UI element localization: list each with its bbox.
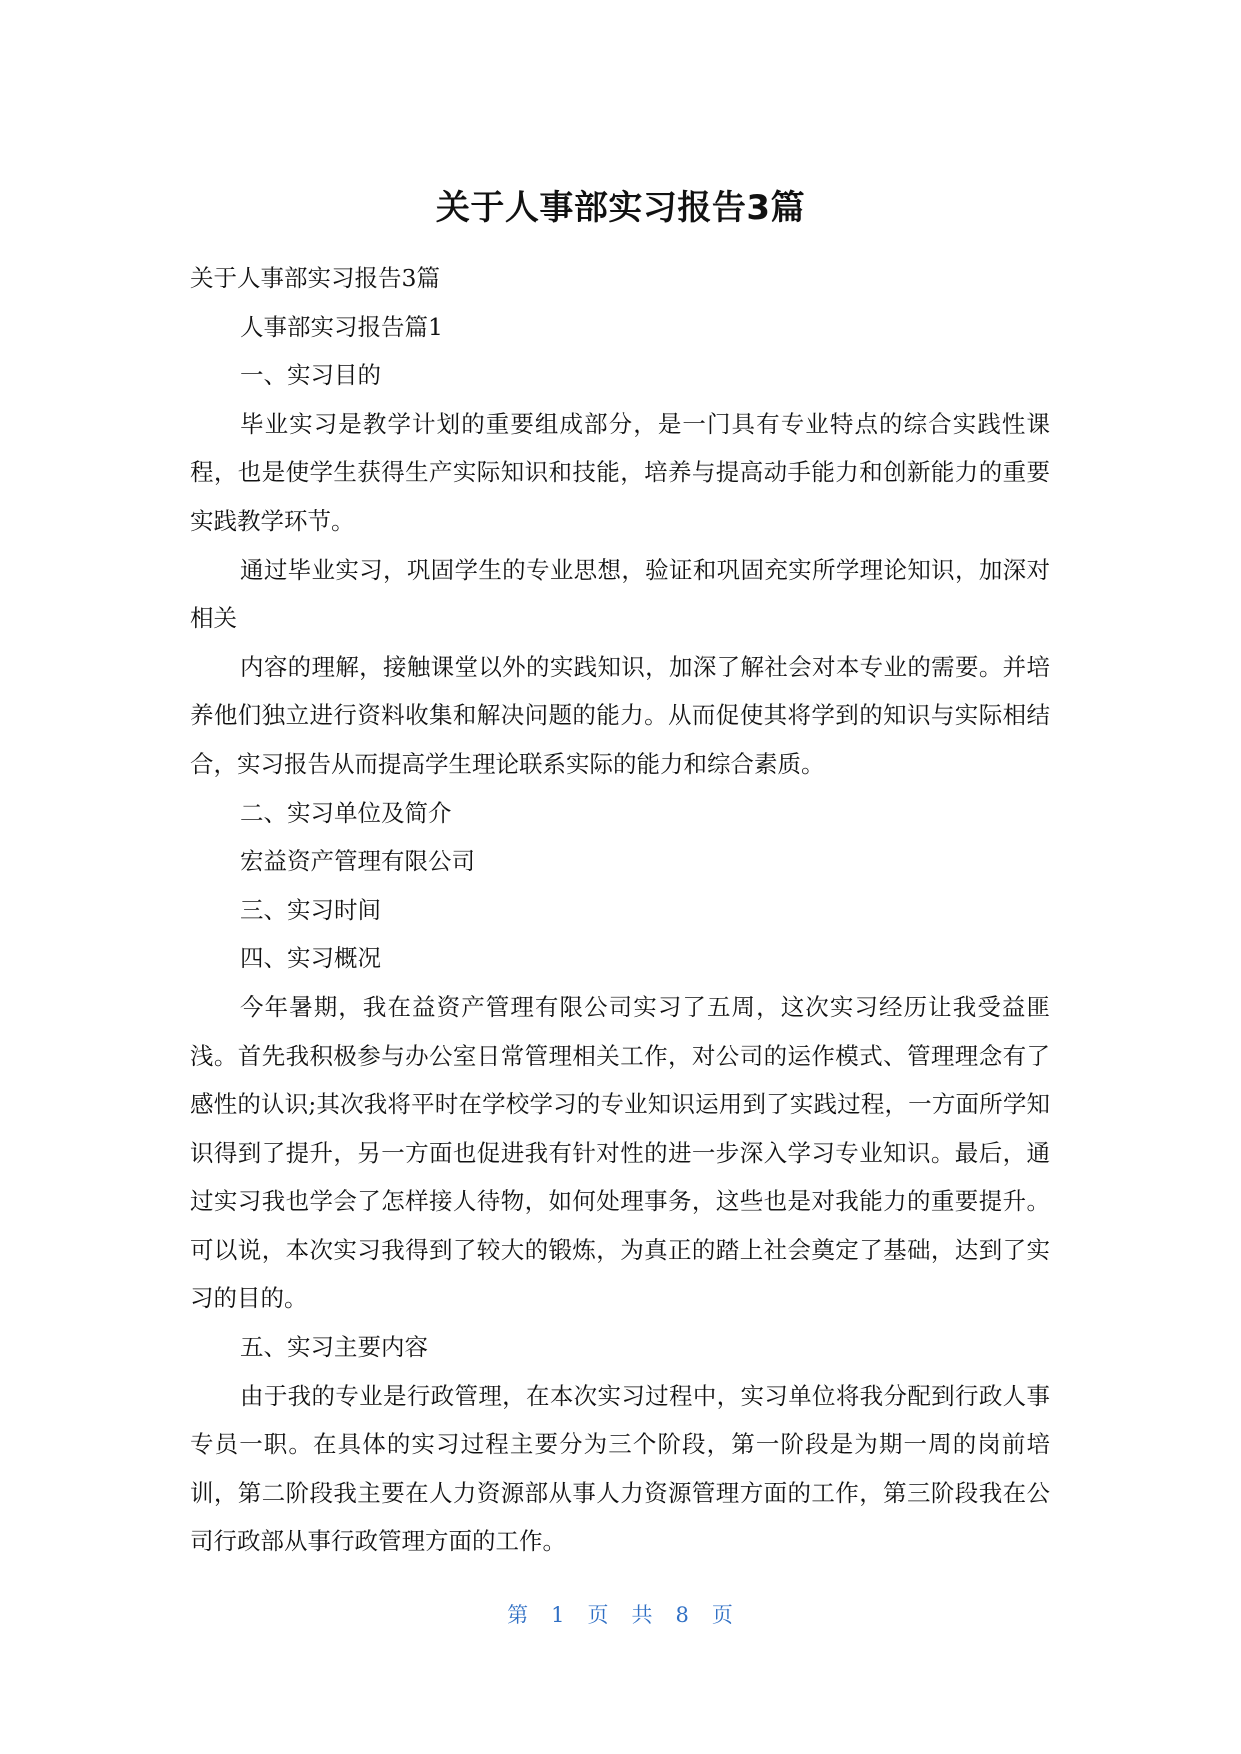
document-body — [190, 254, 1050, 1566]
paragraph-section-title: 人事部实习报告篇1 — [240, 312, 443, 341]
paragraph: 通过毕业实习，巩固学生的专业思想，验证和巩固充实所学理论知识，加深对相关 — [190, 555, 1050, 633]
paragraph: 宏益资产管理有限公司 — [240, 847, 475, 876]
paragraph: 毕业实习是教学计划的重要组成部分，是一门具有专业特点的综合实践性课程，也是使学生获得生产实际知识和技能，培养与提高动手能力和创新能力的重要实践教学环节。 — [190, 409, 1050, 535]
paragraph-subheading: 四、实习概况 — [240, 944, 381, 973]
paragraph-subheading: 一、实习目的 — [240, 361, 381, 390]
paragraph: 内容的理解，接触课堂以外的实践知识，加深了解社会对本专业的需要。并培养他们独立进行资料收集和解决问题的能力。从而促使其将学到的知识与实际相结合，实习报告从而提高学生理论联系实际的能力和综合素质。 — [190, 652, 1050, 778]
paragraph: 今年暑期，我在益资产管理有限公司实习了五周，这次实习经历让我受益匪浅。首先我积极参与办公室日常管理相关工作，对公司的运作模式、管理理念有了感性的认识;其次我将平时在学校学习的专业知识运用到了实践过程，一方面所学知识得到了提升，另一方面也促进我有针对性的进一步深入学习专业知识。最后，通过实习我也学会了怎样接人待物，如何处理事务，这些也是对我能力的重要提升。可以说，本次实习我得到了较大的锻炼，为真正的踏上社会奠定了基础，达到了实习的目的。 — [190, 992, 1050, 1313]
page-number-footer — [0, 1601, 1241, 1629]
total-unit: 页 — [711, 1603, 734, 1627]
document-title: 关于人事部实习报告3篇 — [435, 188, 806, 228]
page-unit: 页 — [587, 1603, 610, 1627]
current-page-number: 1 — [551, 1603, 566, 1627]
page-label: 第 — [507, 1603, 530, 1627]
paragraph-subheading: 二、实习单位及简介 — [240, 798, 452, 827]
paragraph: 由于我的专业是行政管理，在本次实习过程中，实习单位将我分配到行政人事专员一职。在具体的实习过程主要分为三个阶段，第一阶段是为期一周的岗前培训，第二阶段我主要在人力资源部从事人力资源管理方面的工作，第三阶段我在公司行政部从事行政管理方面的工作。 — [190, 1381, 1050, 1556]
total-label: 共 — [631, 1603, 654, 1627]
total-pages-number: 8 — [675, 1603, 690, 1627]
paragraph-heading: 关于人事部实习报告3篇 — [190, 264, 440, 292]
paragraph-subheading: 三、实习时间 — [240, 895, 381, 924]
paragraph-subheading: 五、实习主要内容 — [240, 1333, 428, 1362]
